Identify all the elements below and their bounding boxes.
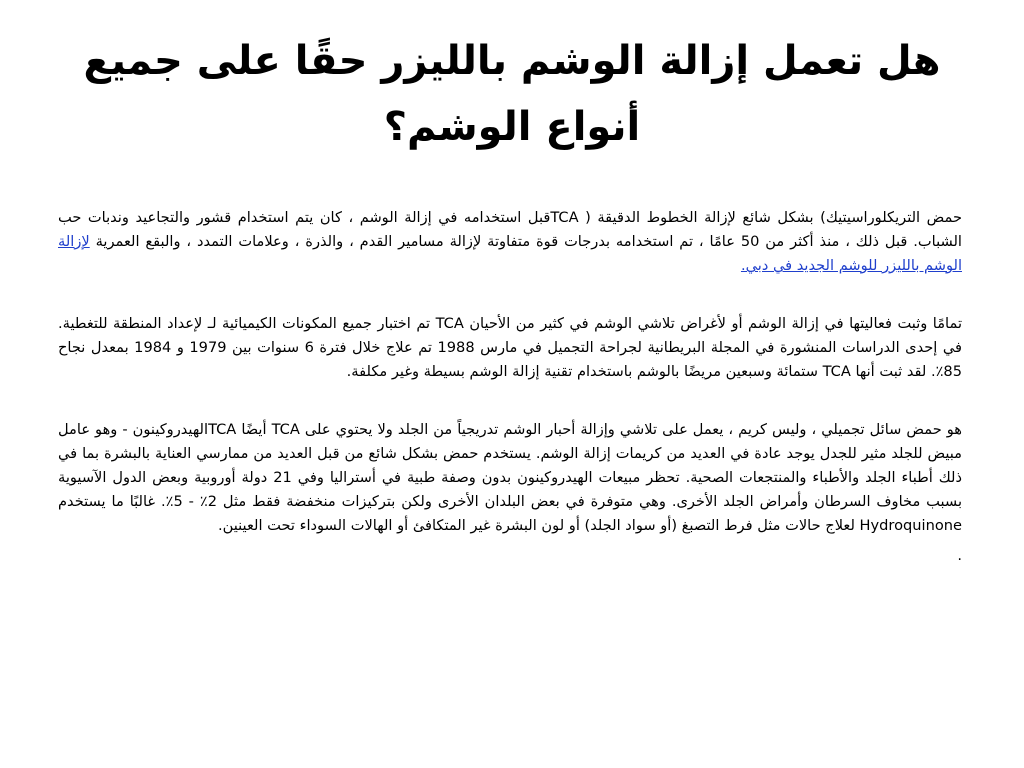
paragraph-3: هو حمض سائل تجميلي ، وليس كريم ، يعمل على تلاشي وإزالة أحبار الوشم تدريجياً من الجلد ولا يحتوي على TCA أيضًا TCAالهيدروكينون - وهو عامل مبيض للجلد مثير للجدل يوجد عادة في العديد من كريمات إزالة الوشم. يستخدم حمض بشكل شائع من قبل العديد من ممارسي العناية بالبشرة بما في ذلك أطباء الجلد والأطباء والمنتجعات الصحية. تحظر مبيعات الهيدروكينون بدون وصفة طبية في أستراليا وفي 21 دولة أوروبية وبعض الدول الآسيوية بسبب مخاوف السرطان وأمراض الجلد الأخرى. وهي متوفرة في بعض البلدان الأخرى ولكن بتركيزات منخفضة فقط مثل 2٪ - 5٪. غالبًا ما يستخدم Hydroquinone لعلاج حالات مثل فرط التصبغ (أو سواد الجلد) أو لون البشرة غير المتكافئ أو الهالات السوداء تحت العينين. xyxy=(58,421,963,534)
laser-removal-link[interactable]: لإزالة الوشم بالليزر للوشم الجديد في دبي. xyxy=(58,233,962,274)
slide-content xyxy=(58,206,962,728)
slide-title: هل تعمل إزالة الوشم بالليزر حقًا على جميع أنواع الوشم؟ xyxy=(83,38,941,150)
paragraph-1 xyxy=(58,206,962,278)
trailing-dot: . xyxy=(957,547,962,564)
paragraph-2: تمامًا وثبت فعاليتها في إزالة الوشم أو لأغراض تلاشي الوشم في كثير من الأحيان TCA تم اختبار جميع المكونات الكيميائية لـ لإعداد المنطقة للتغطية. في إحدى الدراسات المنشورة في المجلة البريطانية لجراحة التجميل في مارس 1988 تم علاج خلال فترة 6 سنوات بين 1979 و 1984 بمعدل نجاح 85٪. لقد ثبت أنها TCA ستمائة وسبعين مريضًا بالوشم باستخدام تقنية إزالة الوشم بسيطة وغير مكلفة. xyxy=(58,315,962,380)
paragraph-1-text: حمض التريكلوراسيتيك) بشكل شائع لإزالة الخطوط الدقيقة ( TCAقبل استخدامه في إزالة الوشم ، كان يتم استخدام قشور والتجاعيد وندبات حب الشباب. قبل ذلك ، منذ أكثر من 50 عامًا ، تم استخدامه بدرجات قوة متفاوتة لإزالة مسامير القدم ، والذرة ، وعلامات التمدد ، والبقع العمرية xyxy=(58,209,962,250)
